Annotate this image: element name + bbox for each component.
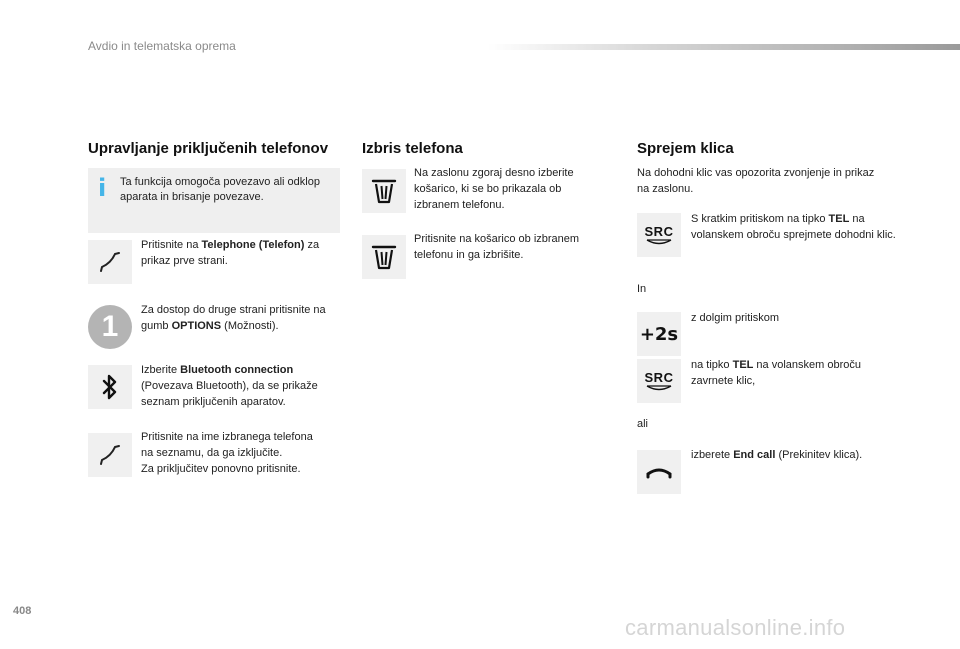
src-key-icon: SRC (644, 225, 674, 246)
page-number: 408 (13, 605, 32, 617)
column-title-manage-phones: Upravljanje priključenih telefonov (88, 140, 329, 157)
step-disconnect-phone: Pritisnite na ime izbranega telefona na seznamu, da ga izključite. Za priključitev ponovno pritisnite. (141, 431, 313, 475)
phone-icon-box-2 (88, 433, 132, 477)
step-open-telephone: Pritisnite na Telephone (Telefon) za prikaz prve strani. (141, 239, 320, 267)
step-bluetooth-connection: Izberite Bluetooth connection (Povezava Bluetooth), da se prikaže seznam priključenih aparatov. (141, 364, 318, 408)
label-in: In (637, 283, 647, 295)
phone-icon-box (88, 240, 132, 284)
src-key-icon: SRC (644, 371, 674, 392)
step-delete-phone: Pritisnite na košarico ob izbranem telefonu in ga izbrišite. (414, 233, 580, 261)
step-number-badge: 1 (88, 305, 132, 349)
src-key-box-2 (637, 359, 681, 403)
label-ali: ali (637, 418, 649, 430)
trash-icon (371, 177, 397, 205)
info-icon: i (98, 174, 107, 202)
section-title: Avdio in telematska oprema (88, 39, 236, 53)
watermark: carmanualsonline.info (625, 615, 846, 640)
src-key-box (637, 213, 681, 257)
step-end-call: izberete End call (Prekinitev klica). (691, 449, 863, 461)
step-open-options: Za dostop do druge strani pritisnite na gumb OPTIONS (Možnosti). (141, 304, 326, 332)
trash-icon-box (362, 169, 406, 213)
step-long-press: z dolgim pritiskom (691, 312, 780, 324)
header-rule (488, 44, 960, 50)
phone-handset-icon (97, 249, 123, 275)
info-note (88, 168, 340, 233)
column-title-receive-call: Sprejem klica (637, 140, 734, 157)
receive-call-intro: Na dohodni klic vas opozorita zvonjenje in prikaz na zaslonu. (637, 167, 875, 195)
long-press-2s-icon: +2s (639, 323, 679, 345)
info-note-text: Ta funkcija omogoča povezavo ali odklop aparata in brisanje povezave. (120, 176, 320, 203)
bluetooth-icon (98, 373, 122, 401)
bluetooth-icon-box (88, 365, 132, 409)
phone-handset-icon (97, 442, 123, 468)
hang-up-icon (645, 464, 673, 480)
step-select-trash: Na zaslonu zgoraj desno izberite košarico, ki se bo prikazala ob izbranem telefonu. (414, 167, 574, 211)
trash-icon-box-2 (362, 235, 406, 279)
column-title-delete-phone: Izbris telefona (362, 140, 463, 157)
long-press-box (637, 312, 681, 356)
step-accept-call: S kratkim pritiskom na tipko TEL na volanskem obroču sprejmete dohodni klic. (691, 213, 896, 241)
trash-icon (371, 243, 397, 271)
step-reject-call: na tipko TEL na volanskem obroču zavrnete klic, (691, 359, 861, 387)
hang-up-box (637, 450, 681, 494)
